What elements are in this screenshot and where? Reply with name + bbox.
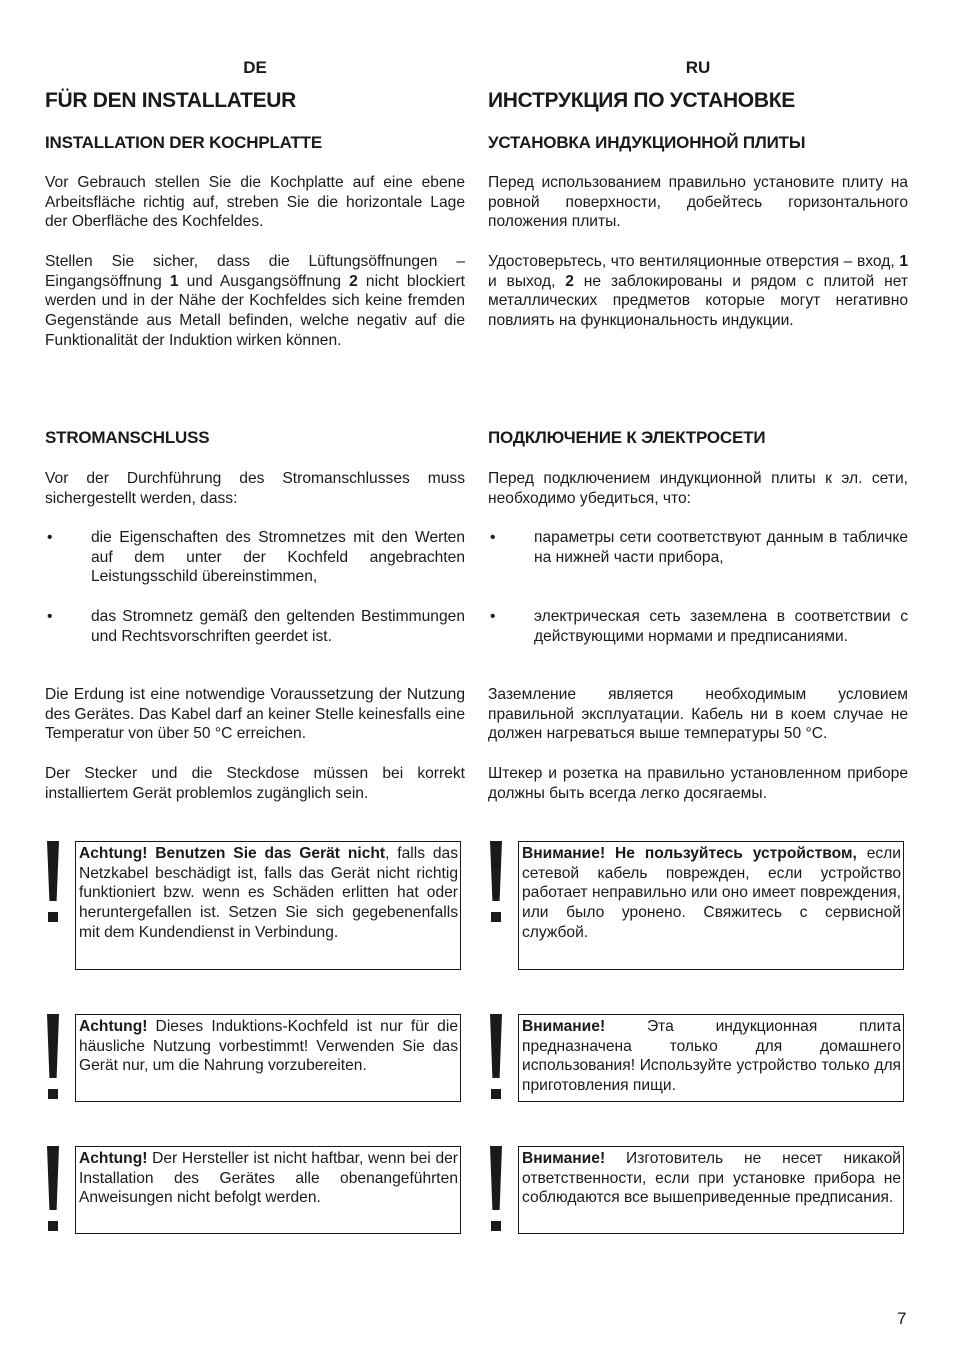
paragraph-ventilation: Stellen Sie sicher, dass die Lüftungsöffnungen – Eingangsöffnung 1 und Ausgangsöffnung 2 nicht blockiert werden und in der Nähe der Kochfeldes sich keine fremden Gegenstände aus Metall befinden, welche negativ auf die Funktionalität der Induktion wirken können. xyxy=(45,253,465,349)
opening-number-1: 1 xyxy=(899,253,908,270)
paragraph-grounding: Die Erdung ist eine notwendige Voraussetzung der Nutzung des Gerätes. Das Kabel darf an keiner Stelle keinesfalls eine Temperatur von über 50 °C erreichen. xyxy=(45,686,465,743)
warning-block xyxy=(488,1146,908,1234)
language-label: DE xyxy=(243,58,267,77)
page-title: ИНСТРУКЦИЯ ПО УСТАНОВКЕ xyxy=(488,89,795,112)
list-item: • параметры сети соответствуют данным в табличке на нижней части прибора, xyxy=(490,529,908,566)
warning-box: Внимание! Изготовитель не несет никакой ответственности, если при установке прибора не соблюдаются все вышеприведенные предписания. xyxy=(518,1146,904,1234)
warning-block xyxy=(488,841,908,970)
list-item: • die Eigenschaften des Stromnetzes mit den Werten auf dem unter der Kochfeld angebrachten Leistungsschild übereinstimmen, xyxy=(47,529,465,586)
warning-box: Achtung! Dieses Induktions-Kochfeld ist nur für die häusliche Nutzung vorbestimmt! Verwenden Sie das Gerät nur, um die Nahrung vorzubereiten. xyxy=(75,1014,461,1102)
page-title: FÜR DEN INSTALLATEUR xyxy=(45,89,297,112)
warning-box: Внимание! Эта индукционная плита предназначена только для домашнего использования! Используйте устройство только для приготовления пищи. xyxy=(518,1014,904,1102)
warning-box: Achtung! Der Hersteller ist nicht haftbar, wenn bei der Installation des Gerätes alle obenangeführten Anweisungen nicht befolgt werden. xyxy=(75,1146,461,1234)
opening-number-2: 2 xyxy=(349,272,358,290)
paragraph-grounding: Заземление является необходимым условием правильной эксплуатации. Кабель ни в коем случае не должен нагреваться выше температуры 50 °C. xyxy=(488,686,908,743)
opening-number-1: 1 xyxy=(169,272,179,290)
section-heading-installation: INSTALLATION DER KOCHPLATTE xyxy=(45,133,322,152)
bullet-icon: • xyxy=(490,529,496,546)
bullet-icon: • xyxy=(490,608,496,625)
warning-block xyxy=(45,1146,465,1234)
language-label: RU xyxy=(685,58,711,77)
opening-number-2: 2 xyxy=(565,272,574,290)
warning-block xyxy=(45,1014,465,1102)
section-heading-installation: УСТАНОВКА ИНДУКЦИОННОЙ ПЛИТЫ xyxy=(488,133,806,152)
warning-block xyxy=(45,841,465,970)
bullet-icon: • xyxy=(47,529,53,546)
list-item: • электрическая сеть заземлена в соответствии с действующими нормами и предписаниями. xyxy=(490,608,908,645)
paragraph-installation: Перед использованием правильно установите плиту на ровной поверхности, добейтесь горизонтального положения плиты. xyxy=(488,174,908,231)
warning-box: Achtung! Benutzen Sie das Gerät nicht, falls das Netzkabel beschädigt ist, falls das Gerät nicht richtig funktioniert bzw. wenn es Schäden erlitten hat oder heruntergefallen ist. Setzen Sie sich gegebenenfalls mit dem Kundendienst in Verbindung. xyxy=(75,841,461,970)
paragraph-ventilation: Удостоверьтесь, что вентиляционные отверстия – вход, 1 и выход, 2 не заблокированы и рядом с плитой нет металлических предметов которые могут негативно повлиять на функциональность индукции. xyxy=(488,253,908,330)
list-item: • das Stromnetz gemäß den geltenden Bestimmungen und Rechtsvorschriften geerdet ist. xyxy=(47,608,465,645)
paragraph-power-intro: Vor der Durchführung des Stromanschlusses muss sichergestellt werden, dass: xyxy=(45,470,465,507)
paragraph-plug: Der Stecker und die Steckdose müssen bei korrekt installiertem Gerät problemlos zugänglich sein. xyxy=(45,765,465,802)
section-heading-power: ПОДКЛЮЧЕНИЕ К ЭЛЕКТРОСЕТИ xyxy=(488,428,766,447)
warning-block xyxy=(488,1014,908,1102)
paragraph-power-intro: Перед подключением индукционной плиты к эл. сети, необходимо убедиться, что: xyxy=(488,470,908,507)
bullet-icon: • xyxy=(47,608,53,625)
warning-box: Внимание! Не пользуйтесь устройством, если сетевой кабель поврежден, если устройство работает неправильно или оно имеет повреждения, или было уронено. Свяжитесь с сервисной службой. xyxy=(518,841,904,970)
paragraph-plug: Штекер и розетка на правильно установленном приборе должны быть всегда легко досягаемы. xyxy=(488,765,908,802)
section-heading-power: STROMANSCHLUSS xyxy=(45,428,210,447)
paragraph-installation: Vor Gebrauch stellen Sie die Kochplatte auf eine ebene Arbeitsfläche richtig auf, streben Sie die horizontale Lage der Oberfläche des Kochfeldes. xyxy=(45,174,465,231)
page-number: 7 xyxy=(897,1309,907,1328)
